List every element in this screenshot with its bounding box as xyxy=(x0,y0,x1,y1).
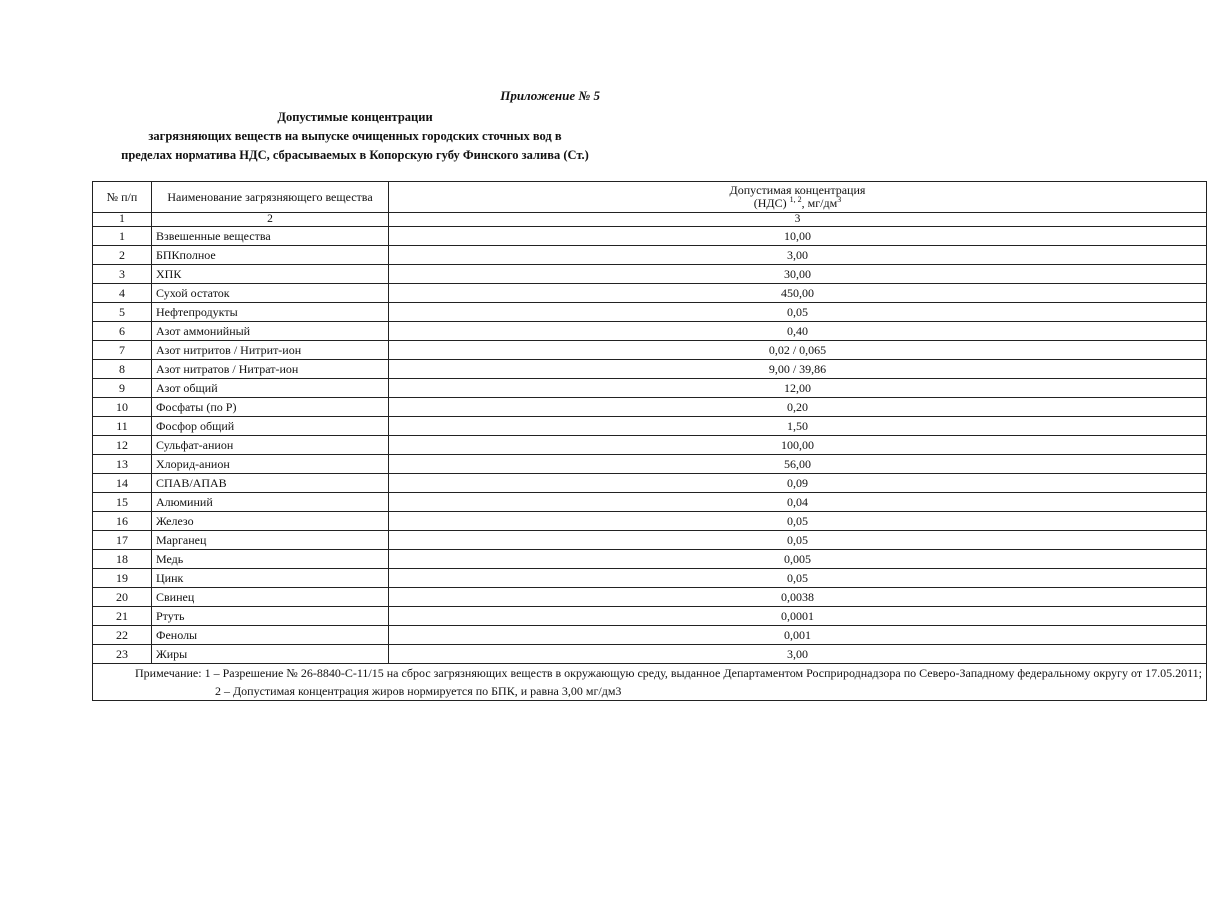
table-row xyxy=(93,645,1207,664)
row-value: 10,00 xyxy=(389,227,1207,246)
row-name: Свинец xyxy=(152,588,389,607)
row-name: Фосфаты (по Р) xyxy=(152,398,389,417)
row-name: Азот нитратов / Нитрат-ион xyxy=(152,360,389,379)
table-row xyxy=(93,379,1207,398)
header-conc-unit: , мг/дм xyxy=(801,196,838,210)
header-conc-unit-sup: 3 xyxy=(837,195,842,204)
row-name: Азот аммонийный xyxy=(152,322,389,341)
row-value: 9,00 / 39,86 xyxy=(389,360,1207,379)
row-name: ХПК xyxy=(152,265,389,284)
index-cell: 1 xyxy=(93,213,152,227)
row-value: 450,00 xyxy=(389,284,1207,303)
row-value: 0,05 xyxy=(389,569,1207,588)
row-value: 0,05 xyxy=(389,531,1207,550)
table-row xyxy=(93,550,1207,569)
row-name: Азот общий xyxy=(152,379,389,398)
row-name: БПКполное xyxy=(152,246,389,265)
row-value: 3,00 xyxy=(389,246,1207,265)
table-row xyxy=(93,531,1207,550)
row-name: Нефтепродукты xyxy=(152,303,389,322)
row-num: 17 xyxy=(93,531,152,550)
note-cell xyxy=(93,664,1207,701)
row-num: 7 xyxy=(93,341,152,360)
row-name: Жиры xyxy=(152,645,389,664)
row-name: СПАВ/АПАВ xyxy=(152,474,389,493)
row-value: 0,0038 xyxy=(389,588,1207,607)
table-row xyxy=(93,512,1207,531)
row-name: Азот нитритов / Нитрит-ион xyxy=(152,341,389,360)
row-value: 0,05 xyxy=(389,303,1207,322)
row-value: 3,00 xyxy=(389,645,1207,664)
row-num: 16 xyxy=(93,512,152,531)
index-cell: 3 xyxy=(389,213,1207,227)
table-row xyxy=(93,360,1207,379)
table-row xyxy=(93,398,1207,417)
row-name: Сухой остаток xyxy=(152,284,389,303)
row-value: 0,40 xyxy=(389,322,1207,341)
row-num: 11 xyxy=(93,417,152,436)
row-value: 0,09 xyxy=(389,474,1207,493)
table-row xyxy=(93,626,1207,645)
row-name: Железо xyxy=(152,512,389,531)
row-name: Цинк xyxy=(152,569,389,588)
row-value: 56,00 xyxy=(389,455,1207,474)
table-row xyxy=(93,265,1207,284)
row-name: Сульфат-анион xyxy=(152,436,389,455)
row-value: 0,0001 xyxy=(389,607,1207,626)
table-header-row xyxy=(93,182,1207,213)
row-num: 14 xyxy=(93,474,152,493)
header-num: № п/п xyxy=(93,182,152,213)
row-name: Марганец xyxy=(152,531,389,550)
row-num: 20 xyxy=(93,588,152,607)
index-cell: 2 xyxy=(152,213,389,227)
index-row xyxy=(93,213,1207,227)
row-num: 22 xyxy=(93,626,152,645)
row-num: 5 xyxy=(93,303,152,322)
row-value: 100,00 xyxy=(389,436,1207,455)
table-row xyxy=(93,455,1207,474)
table-row xyxy=(93,417,1207,436)
heading-line-1: Допустимые концентрации xyxy=(277,110,433,124)
table-row xyxy=(93,322,1207,341)
note-row xyxy=(93,664,1207,701)
header-conc-prefix: (НДС) xyxy=(753,196,787,210)
row-num: 9 xyxy=(93,379,152,398)
row-value: 12,00 xyxy=(389,379,1207,398)
row-value: 0,001 xyxy=(389,626,1207,645)
row-value: 1,50 xyxy=(389,417,1207,436)
header-name: Наименование загрязняющего вещества xyxy=(152,182,389,213)
table-row xyxy=(93,569,1207,588)
row-value: 0,20 xyxy=(389,398,1207,417)
row-num: 3 xyxy=(93,265,152,284)
row-num: 4 xyxy=(93,284,152,303)
row-num: 8 xyxy=(93,360,152,379)
table-row xyxy=(93,607,1207,626)
header-conc-footnote: 1, 2 xyxy=(789,195,802,204)
row-num: 15 xyxy=(93,493,152,512)
row-value: 30,00 xyxy=(389,265,1207,284)
header-concentration xyxy=(389,182,1207,213)
heading-line-3: пределах норматива НДС, сбрасываемых в Копорскую губу Финского залива (Ст.) xyxy=(121,148,589,162)
appendix-label: Приложение № 5 xyxy=(500,88,600,103)
row-num: 2 xyxy=(93,246,152,265)
row-value: 0,05 xyxy=(389,512,1207,531)
row-num: 1 xyxy=(93,227,152,246)
row-name: Алюминий xyxy=(152,493,389,512)
table-row xyxy=(93,341,1207,360)
concentration-table xyxy=(92,181,1207,701)
row-num: 10 xyxy=(93,398,152,417)
table-row xyxy=(93,588,1207,607)
row-name: Фенолы xyxy=(152,626,389,645)
row-value: 0,005 xyxy=(389,550,1207,569)
note-line-1: Примечание: 1 – Разрешение № 26-8840-С-11/15 на сброс загрязняющих веществ в окружающую среду, выданное Департаментом Росприроднадзора по Северо-Западному федеральному округу от 17.05.2011; xyxy=(135,666,1202,680)
row-num: 18 xyxy=(93,550,152,569)
row-num: 19 xyxy=(93,569,152,588)
document-heading xyxy=(95,108,615,165)
row-num: 23 xyxy=(93,645,152,664)
table-row xyxy=(93,474,1207,493)
heading-line-2: загрязняющих веществ на выпуске очищенных городских сточных вод в xyxy=(148,129,562,143)
row-num: 12 xyxy=(93,436,152,455)
table-row xyxy=(93,227,1207,246)
table-row xyxy=(93,284,1207,303)
row-num: 6 xyxy=(93,322,152,341)
table-row xyxy=(93,493,1207,512)
note-line-2: 2 – Допустимая концентрация жиров нормируется по БПК, и равна 3,00 мг/дм3 xyxy=(215,684,622,698)
row-name: Взвешенные вещества xyxy=(152,227,389,246)
row-name: Медь xyxy=(152,550,389,569)
table-row xyxy=(93,246,1207,265)
row-name: Хлорид-анион xyxy=(152,455,389,474)
row-num: 13 xyxy=(93,455,152,474)
row-value: 0,02 / 0,065 xyxy=(389,341,1207,360)
table-row xyxy=(93,303,1207,322)
header-conc-line1: Допустимая концентрация xyxy=(729,183,866,197)
row-name: Ртуть xyxy=(152,607,389,626)
table-row xyxy=(93,436,1207,455)
row-value: 0,04 xyxy=(389,493,1207,512)
row-num: 21 xyxy=(93,607,152,626)
row-name: Фосфор общий xyxy=(152,417,389,436)
